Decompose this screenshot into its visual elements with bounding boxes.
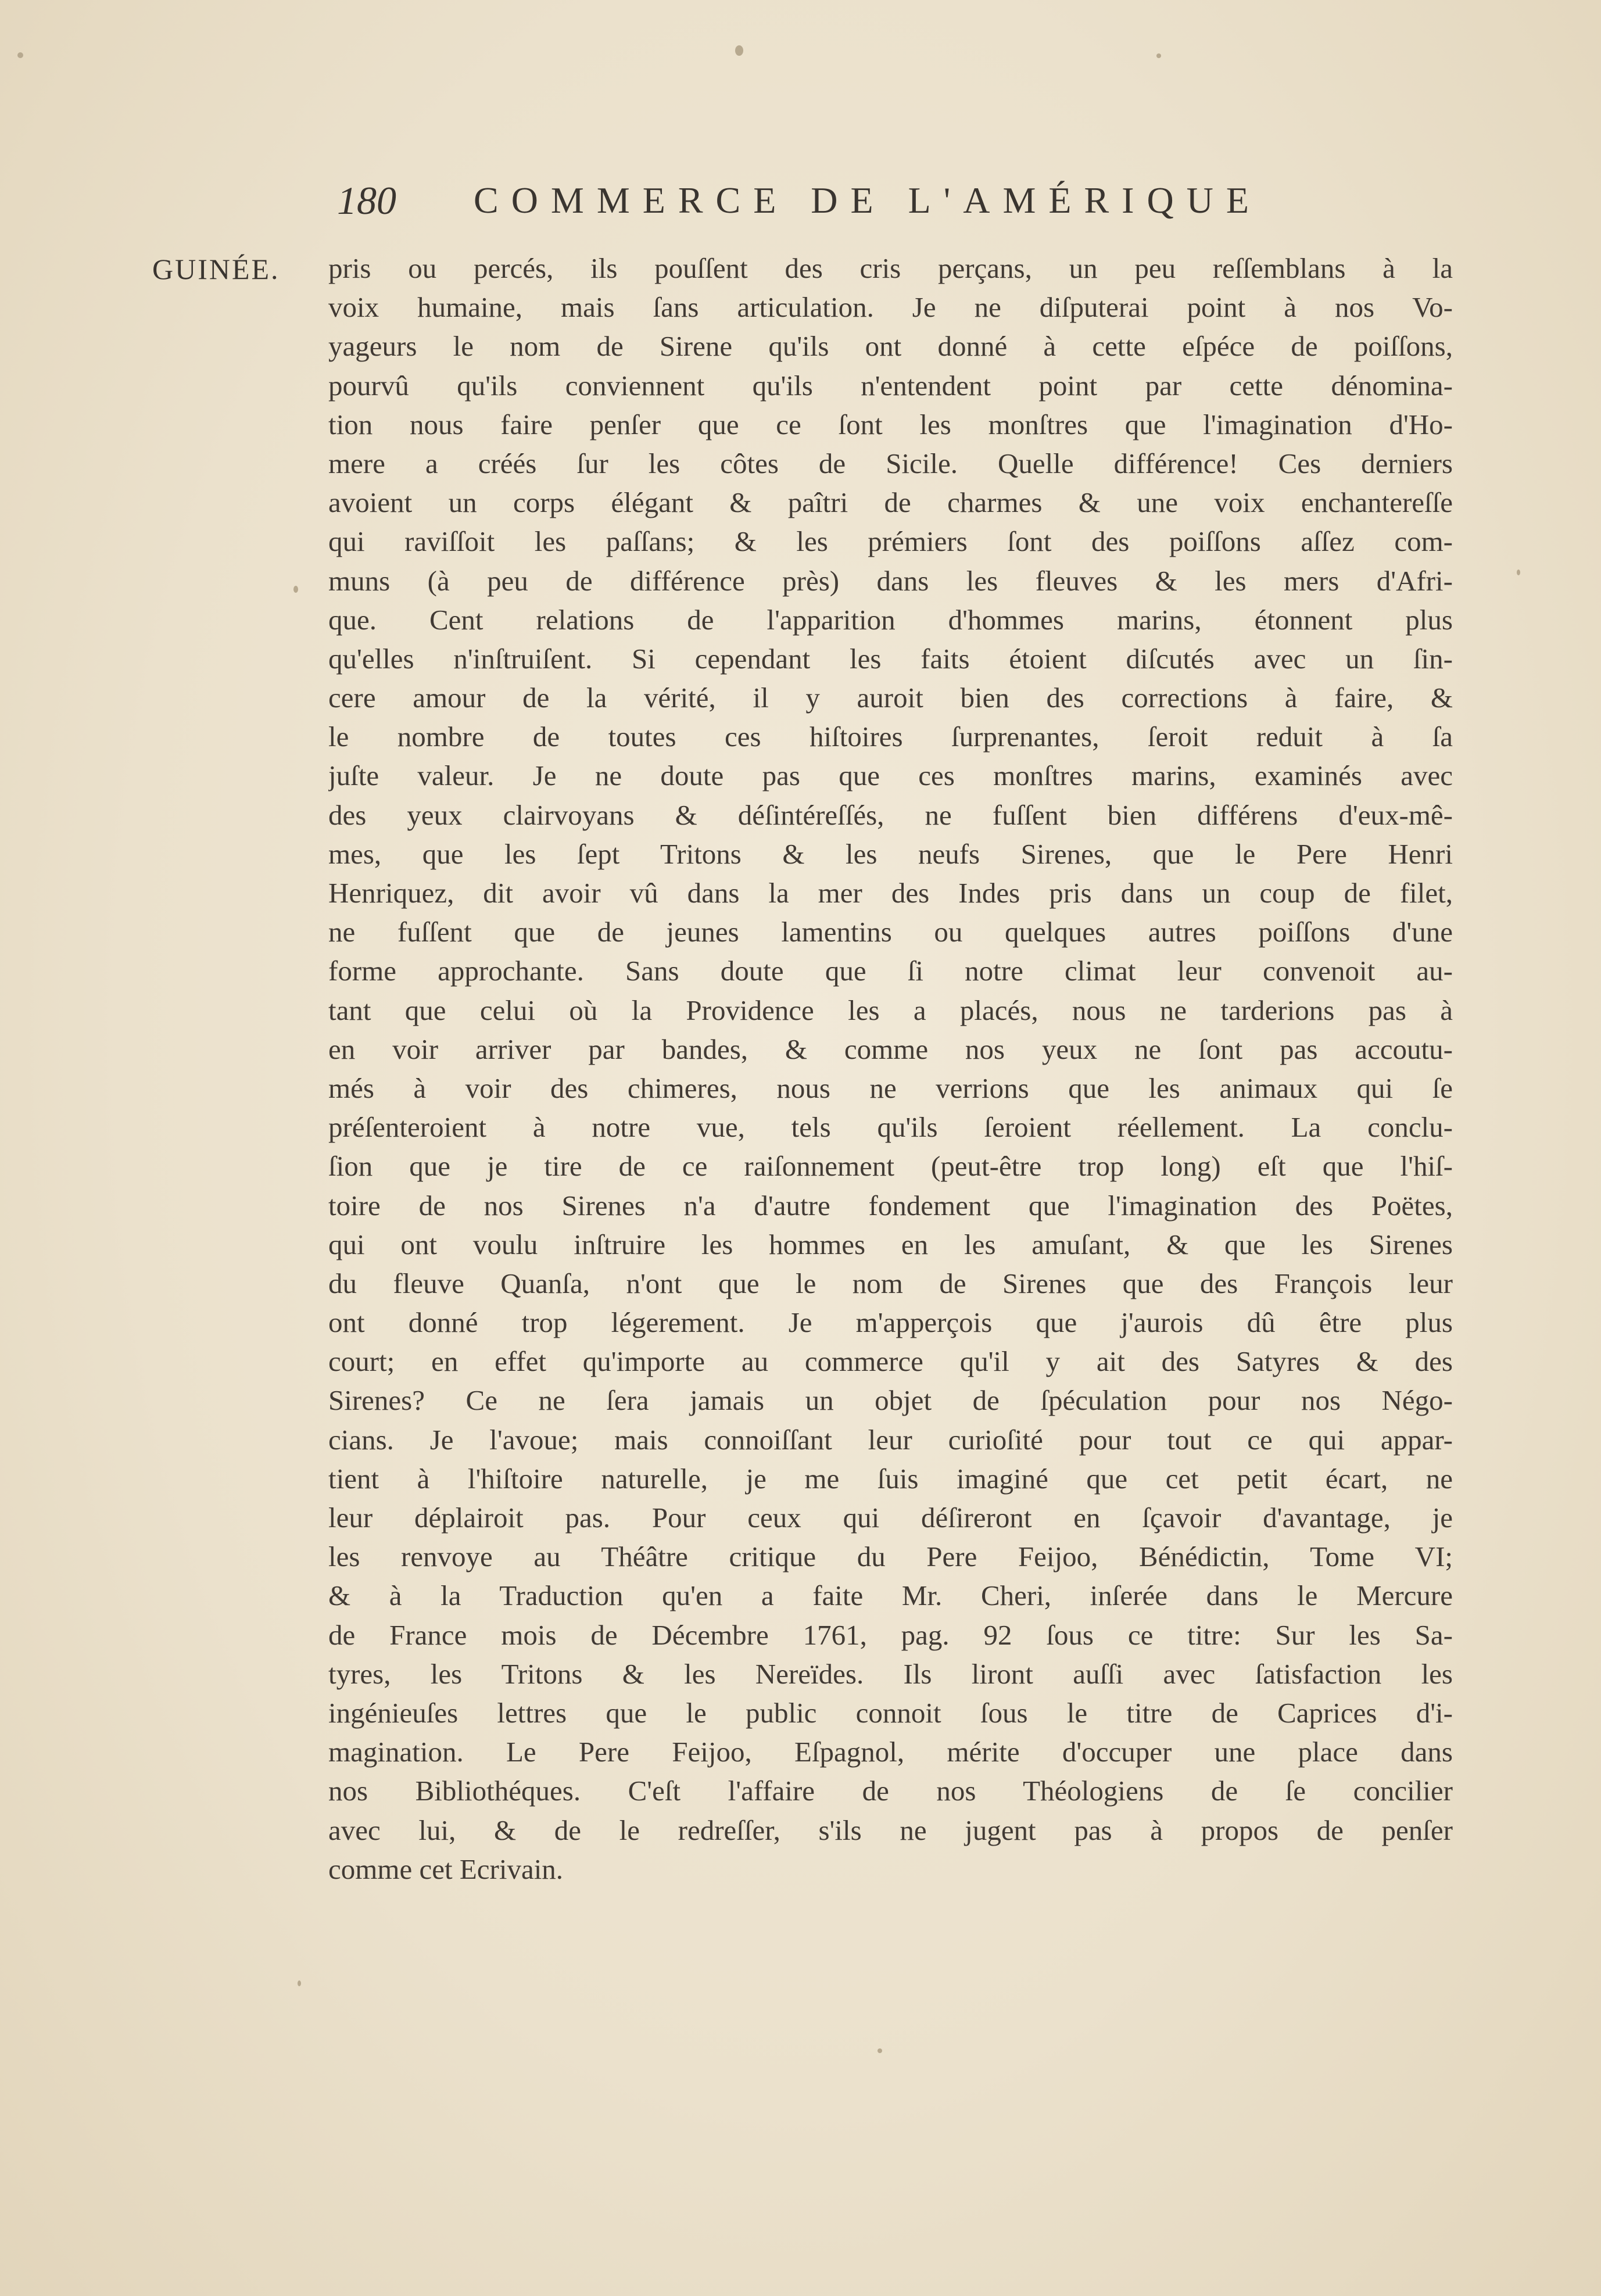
text-line: & à la Traduction qu'en a faite Mr. Cheri, inſerée dans le Mercure bbox=[328, 1579, 1453, 1612]
text-line: du fleuve Quanſa, n'ont que le nom de Sirenes que des François leur bbox=[328, 1267, 1453, 1299]
text-line: leur déplairoit pas. Pour ceux qui déſireront en ſçavoir d'avantage, je bbox=[328, 1502, 1453, 1534]
text-line: ont donné trop légerement. Je m'apperçois que j'aurois dû être plus bbox=[328, 1306, 1453, 1339]
text-line: tyres, les Tritons & les Nereïdes. Ils liront auſſi avec ſatisfaction les bbox=[328, 1657, 1453, 1690]
text-line: court; en effet qu'importe au commerce qu'il y ait des Satyres & des bbox=[328, 1345, 1453, 1378]
body-text bbox=[328, 249, 1453, 1889]
text-line: avec lui, & de le redreſſer, s'ils ne jugent pas à propos de penſer bbox=[328, 1814, 1453, 1846]
running-head bbox=[325, 174, 1313, 227]
text-line: préſenteroient à notre vue, tels qu'ils ſeroient réellement. La conclu- bbox=[328, 1111, 1453, 1144]
text-line: les renvoye au Théâtre critique du Pere Feijoo, Bénédictin, Tome VI; bbox=[328, 1541, 1453, 1573]
text-line: qui raviſſoit les paſſans; & les prémiers ſont des poiſſons aſſez com- bbox=[328, 525, 1453, 558]
paper-speck bbox=[877, 2048, 882, 2053]
text-line: magination. Le Pere Feijoo, Eſpagnol, mérite d'occuper une place dans bbox=[328, 1736, 1453, 1768]
text-line: nos Bibliothéques. C'eſt l'affaire de nos Théologiens de ſe concilier bbox=[328, 1775, 1453, 1807]
text-line: ne fuſſent que de jeunes lamentins ou quelques autres poiſſons d'une bbox=[328, 916, 1453, 948]
text-line: en voir arriver par bandes, & comme nos yeux ne ſont pas accoutu- bbox=[328, 1033, 1453, 1065]
text-line: qui ont voulu inſtruire les hommes en les amuſant, & que les Sirenes bbox=[328, 1228, 1453, 1260]
text-line: voix humaine, mais ſans articulation. Je ne diſputerai point à nos Vo- bbox=[328, 291, 1453, 324]
text-line: mes, que les ſept Tritons & les neufs Sirenes, que le Pere Henri bbox=[328, 837, 1453, 870]
text-line: tient à l'hiſtoire naturelle, je me ſuis imaginé que cet petit écart, ne bbox=[328, 1462, 1453, 1495]
paper-speck bbox=[17, 52, 23, 58]
text-line: toire de nos Sirenes n'a d'autre fondement que l'imagination des Poëtes, bbox=[328, 1189, 1453, 1222]
text-line: des yeux clairvoyans & déſintéreſſés, ne fuſſent bien différens d'eux-mê- bbox=[328, 798, 1453, 831]
text-line: avoient un corps élégant & paîtri de charmes & une voix enchantereſſe bbox=[328, 486, 1453, 519]
margin-note: GUINÉE. bbox=[152, 253, 280, 285]
text-line: comme cet Ecrivain. bbox=[328, 1853, 564, 1885]
text-line: forme approchante. Sans doute que ſi notre climat leur convenoit au- bbox=[328, 955, 1453, 987]
text-line: més à voir des chimeres, nous ne verrions que les animaux qui ſe bbox=[328, 1072, 1453, 1104]
text-line: de France mois de Décembre 1761, pag. 92 ſous ce titre: Sur les Sa- bbox=[328, 1618, 1453, 1651]
paper-speck bbox=[293, 586, 298, 593]
paper-speck bbox=[1517, 569, 1520, 575]
text-line: tion nous faire penſer que ce ſont les monſtres que l'imagination d'Ho- bbox=[328, 408, 1453, 440]
text-line: le nombre de toutes ces hiſtoires ſurprenantes, ſeroit reduit à ſa bbox=[328, 721, 1453, 753]
text-line: que. Cent relations de l'apparition d'hommes marins, étonnent plus bbox=[328, 603, 1453, 636]
text-line: qu'elles n'inſtruiſent. Si cependant les faits étoient diſcutés avec un ſin- bbox=[328, 642, 1453, 675]
text-line: yageurs le nom de Sirene qu'ils ont donné à cette eſpéce de poiſſons, bbox=[328, 330, 1453, 363]
text-line: mere a créés ſur les côtes de Sicile. Quelle différence! Ces derniers bbox=[328, 447, 1453, 479]
text-line: Henriquez, dit avoir vû dans la mer des Indes pris dans un coup de filet, bbox=[328, 877, 1453, 909]
page-number: 180 bbox=[337, 178, 396, 223]
paper-speck bbox=[298, 1980, 301, 1986]
text-line: cians. Je l'avoue; mais connoiſſant leur curioſité pour tout ce qui appar- bbox=[328, 1423, 1453, 1456]
text-line: ſion que je tire de ce raiſonnement (peut-être trop long) eſt que l'hiſ- bbox=[328, 1150, 1453, 1183]
text-line: ingénieuſes lettres que le public connoit ſous le titre de Caprices d'i- bbox=[328, 1696, 1453, 1729]
text-line: tant que celui où la Providence les a placés, nous ne tarderions pas à bbox=[328, 994, 1453, 1026]
text-line: muns (à peu de différence près) dans les fleuves & les mers d'Afri- bbox=[328, 564, 1453, 597]
text-line: cere amour de la vérité, il y auroit bien des corrections à faire, & bbox=[328, 682, 1453, 714]
paper-speck bbox=[1156, 53, 1161, 58]
text-line: Sirenes? Ce ne ſera jamais un objet de ſpéculation pour nos Négo- bbox=[328, 1384, 1453, 1417]
text-line: pourvû qu'ils conviennent qu'ils n'entendent point par cette dénomina- bbox=[328, 369, 1453, 402]
text-line: juſte valeur. Je ne doute pas que ces monſtres marins, examinés avec bbox=[328, 760, 1453, 792]
running-title: COMMERCE DE L'AMÉRIQUE bbox=[474, 180, 1262, 221]
paper-speck bbox=[735, 45, 743, 56]
text-line: pris ou percés, ils pouſſent des cris perçans, un peu reſſemblans à la bbox=[328, 252, 1453, 284]
